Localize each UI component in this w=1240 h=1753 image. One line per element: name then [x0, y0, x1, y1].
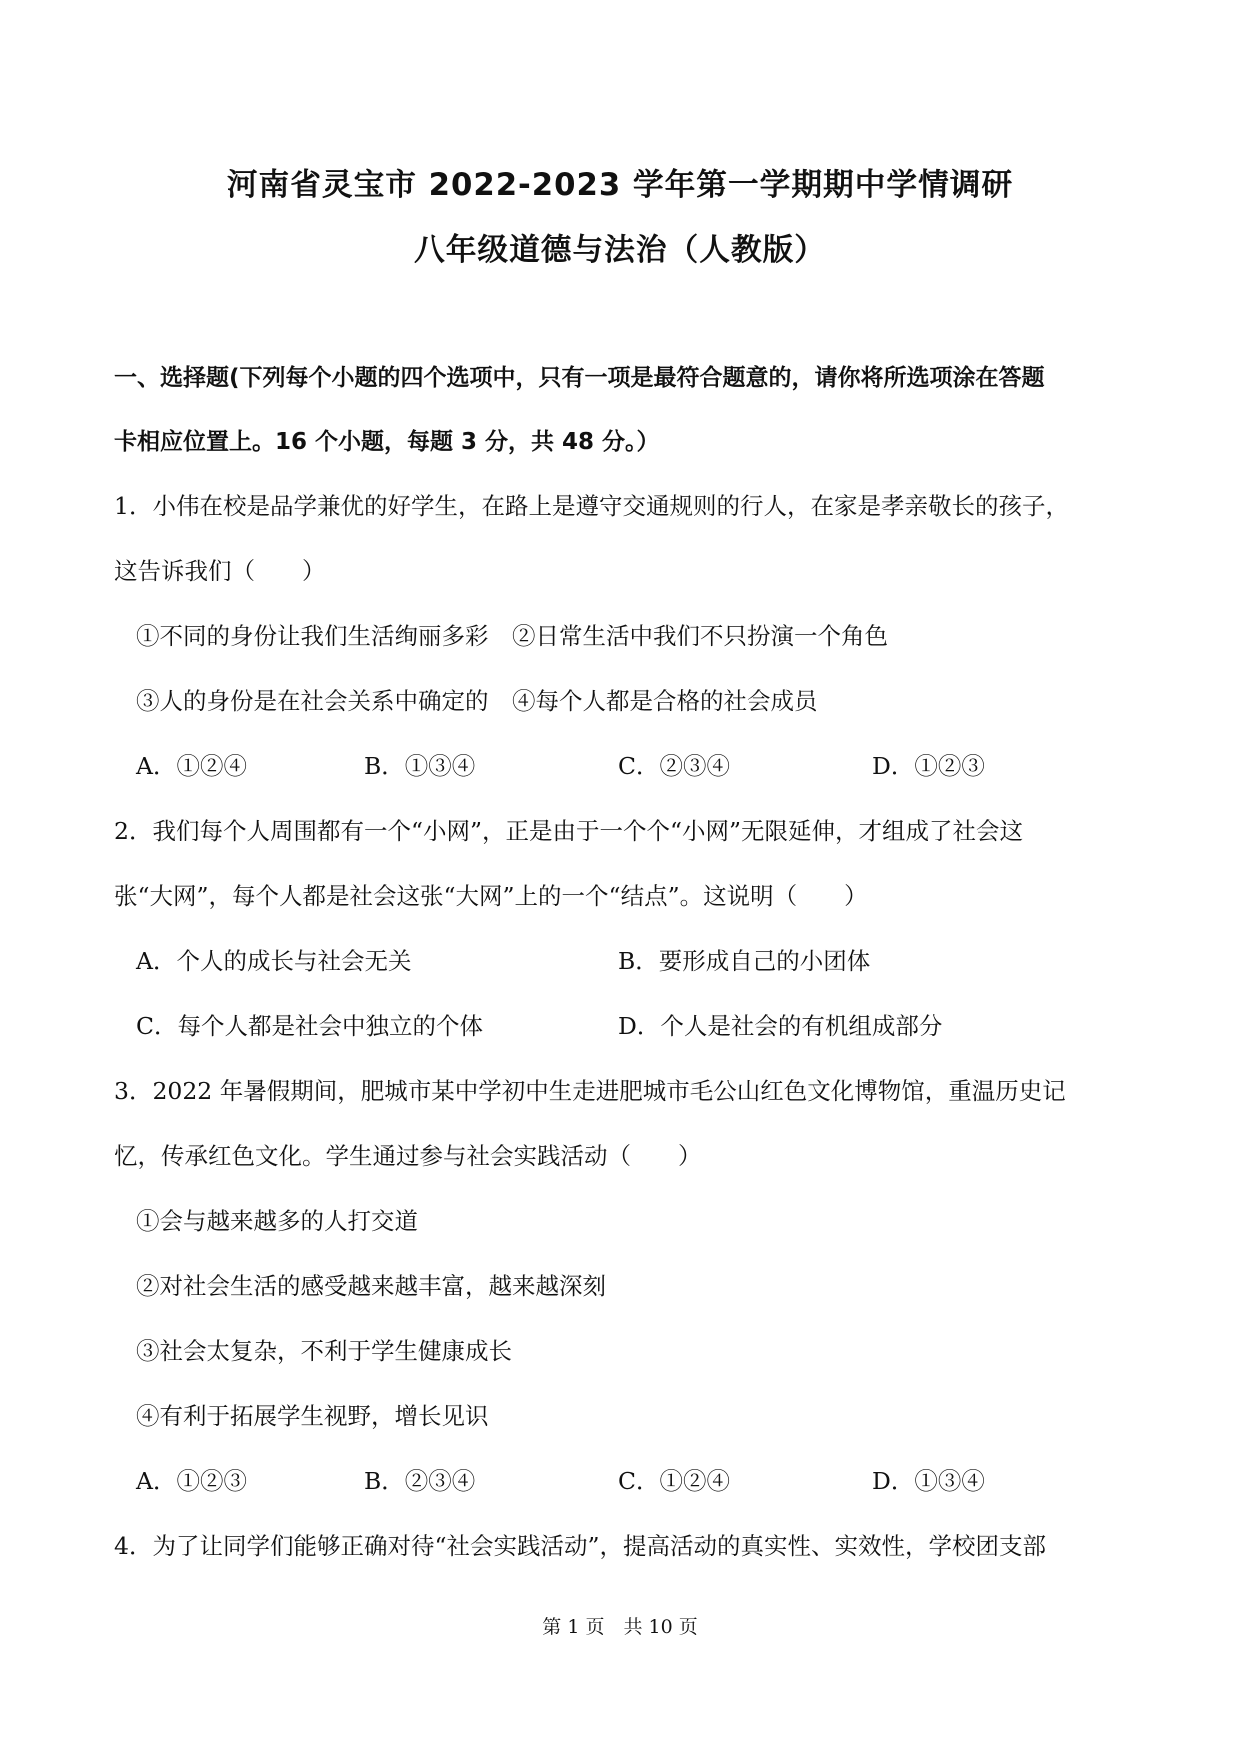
section-instructions-line-2: 卡相应位置上。16 个小题，每题 3 分，共 48 分。） [114, 429, 660, 455]
question-1-option-d: D．①②③ [872, 752, 985, 780]
question-3-stem-line-1: 3．2022 年暑假期间，肥城市某中学初中生走进肥城市毛公山红色文化博物馆，重温历史记 [114, 1077, 1066, 1105]
section-instructions-line-1: 一、选择题(下列每个小题的四个选项中，只有一项是最符合题意的，请你将所选项涂在答题 [114, 365, 1045, 391]
question-1-statements-line-1: ①不同的身份让我们生活绚丽多彩 ②日常生活中我们不只扮演一个角色 [136, 622, 888, 650]
question-3-statement-4: ④有利于拓展学生视野，增长见识 [136, 1402, 489, 1430]
question-3-option-d: D．①③④ [872, 1467, 985, 1495]
page-number-footer: 第 1 页 共 10 页 [542, 1616, 698, 1638]
exam-subtitle: 八年级道德与法治（人教版） [414, 233, 826, 268]
question-2-option-c: C．每个人都是社会中独立的个体 [136, 1012, 483, 1040]
question-1-statements-line-2: ③人的身份是在社会关系中确定的 ④每个人都是合格的社会成员 [136, 687, 818, 715]
exam-title: 河南省灵宝市 2022-2023 学年第一学期期中学情调研 [226, 168, 1014, 203]
question-3-option-c: C．①②④ [618, 1467, 730, 1495]
question-3-statement-2: ②对社会生活的感受越来越丰富，越来越深刻 [136, 1272, 606, 1300]
question-4-stem-line-1: 4．为了让同学们能够正确对待“社会实践活动”，提高活动的真实性、实效性，学校团支部 [114, 1532, 1046, 1560]
question-1-option-a: A．①②④ [136, 752, 247, 780]
question-3-statement-1: ①会与越来越多的人打交道 [136, 1207, 418, 1235]
question-3-option-b: B．②③④ [364, 1467, 476, 1495]
question-2-option-d: D．个人是社会的有机组成部分 [618, 1012, 943, 1040]
question-1-option-c: C．②③④ [618, 752, 730, 780]
question-3-option-a: A．①②③ [136, 1467, 247, 1495]
question-1-stem-line-2: 这告诉我们（ ） [114, 557, 326, 585]
question-2-stem-line-1: 2．我们每个人周围都有一个“小网”，正是由于一个个“小网”无限延伸，才组成了社会这 [114, 817, 1024, 845]
question-3-stem-line-2: 忆，传承红色文化。学生通过参与社会实践活动（ ） [114, 1142, 702, 1170]
question-2-stem-line-2: 张“大网”，每个人都是社会这张“大网”上的一个“结点”。这说明（ ） [114, 882, 868, 910]
question-1-option-b: B．①③④ [364, 752, 476, 780]
question-2-option-b: B．要形成自己的小团体 [618, 947, 871, 975]
question-3-statement-3: ③社会太复杂，不利于学生健康成长 [136, 1337, 512, 1365]
question-2-option-a: A．个人的成长与社会无关 [136, 947, 412, 975]
question-1-stem-line-1: 1．小伟在校是品学兼优的好学生，在路上是遵守交通规则的行人，在家是孝亲敬长的孩子， [114, 492, 1069, 520]
